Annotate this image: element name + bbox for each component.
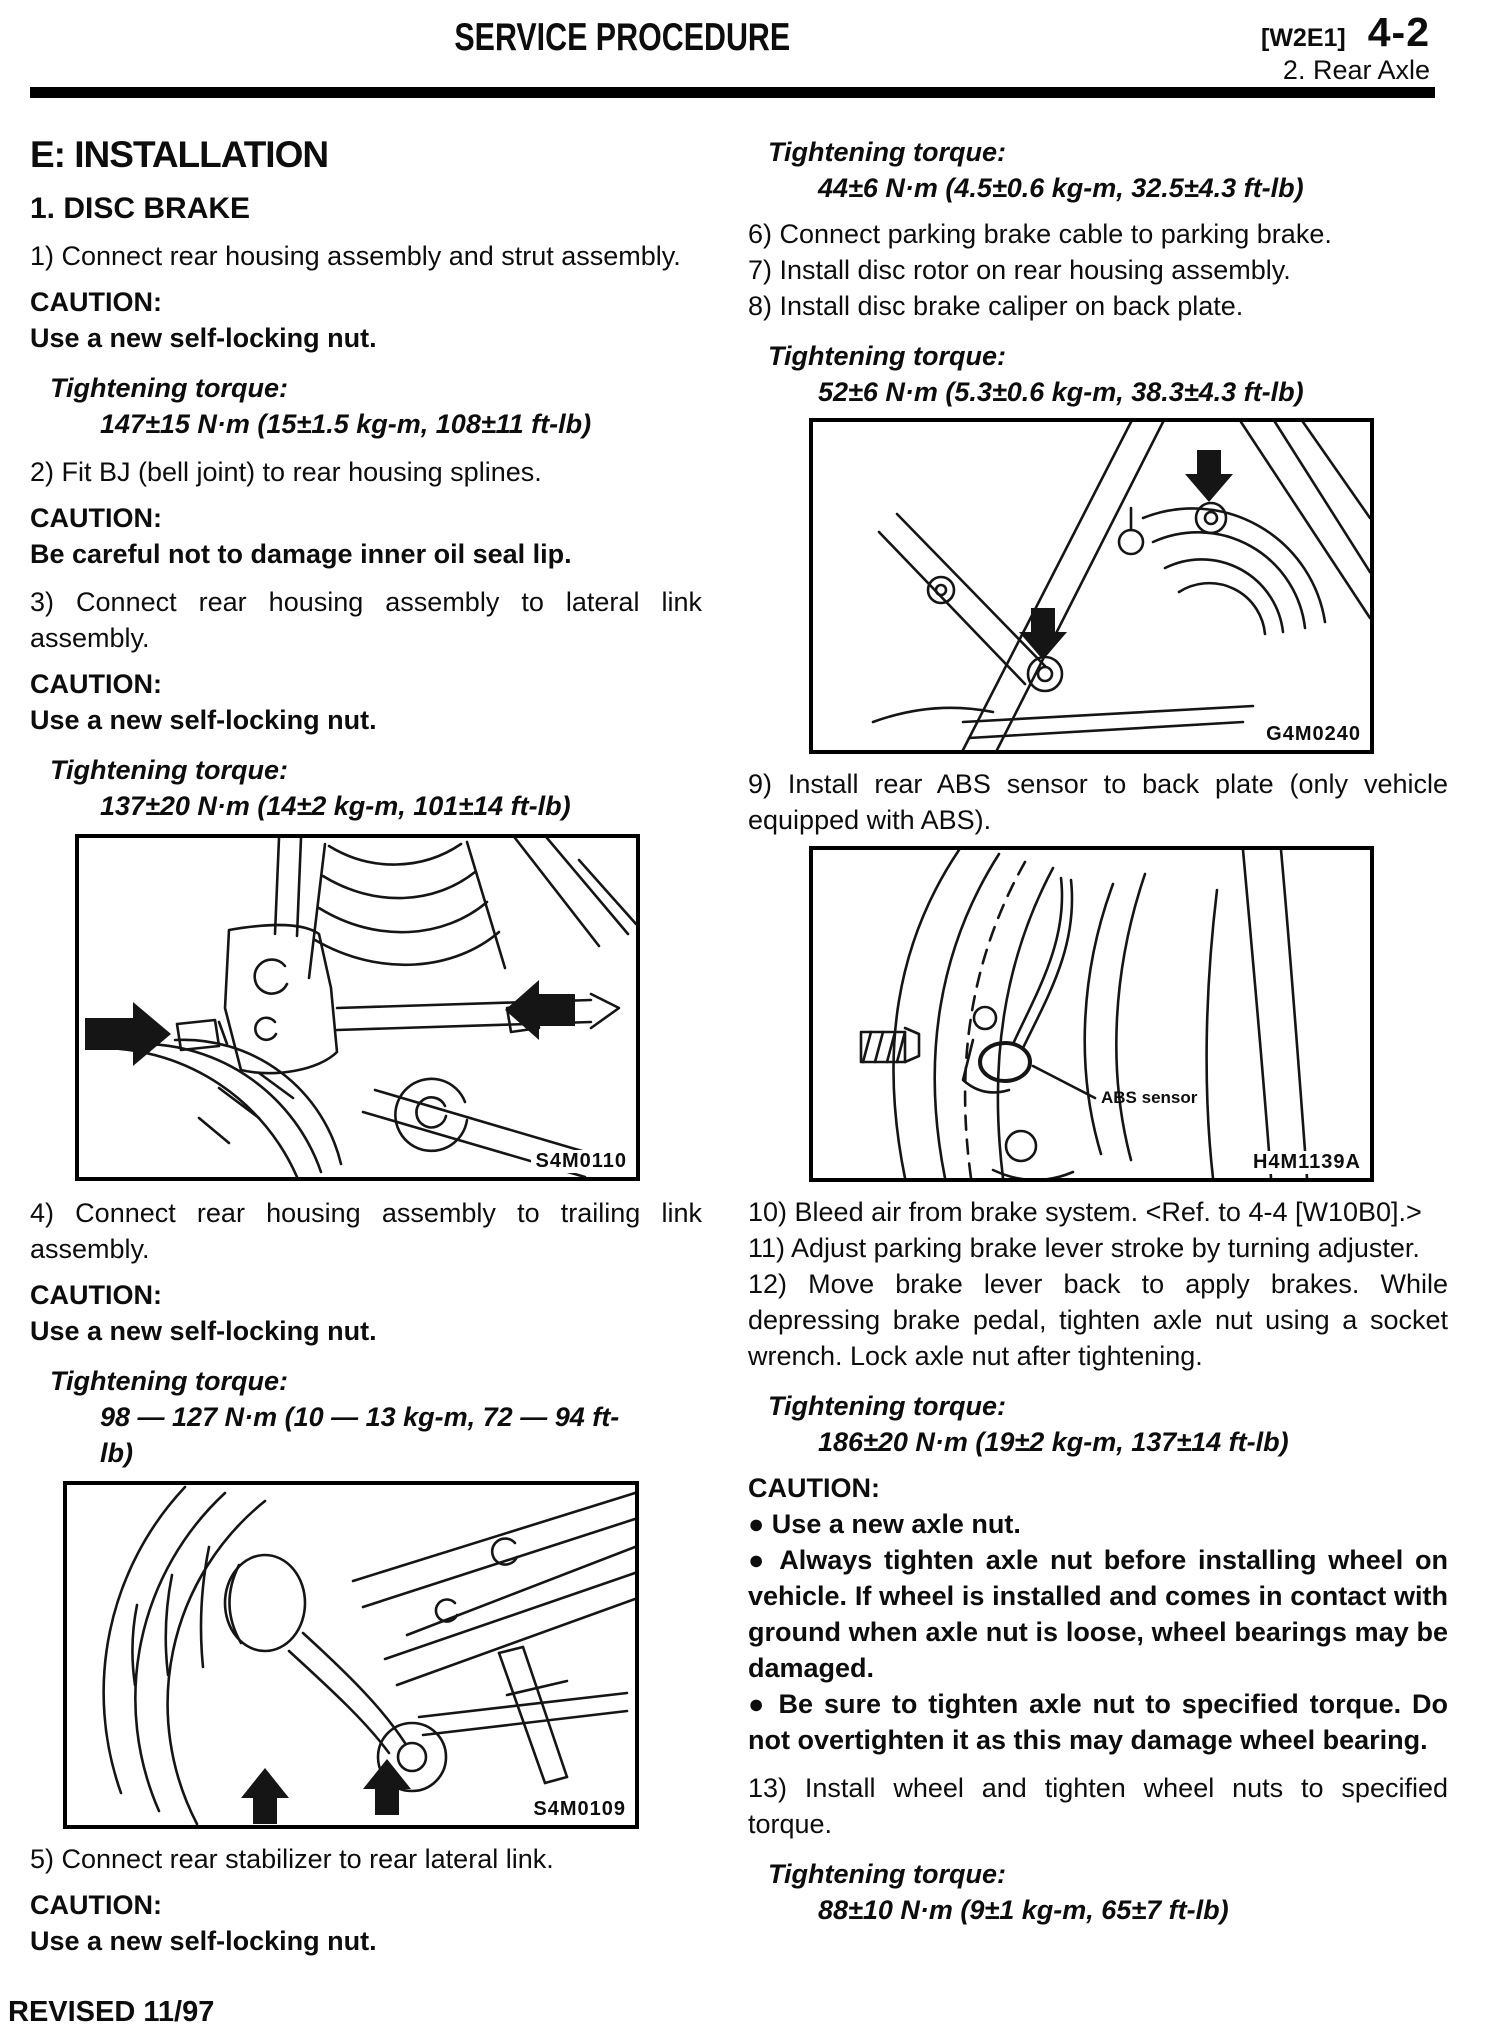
figure-code: H4M1139A xyxy=(1249,1151,1365,1174)
torque-spec xyxy=(30,370,702,442)
page-title-text: SERVICE PROCEDURE xyxy=(454,16,791,59)
figure-abs-sensor-drawing xyxy=(813,850,1370,1178)
page-number: 4-2 xyxy=(1367,9,1430,55)
step-group xyxy=(748,1194,1448,1374)
caution-block xyxy=(30,500,702,572)
caution-bullet: ● Always tighten axle nut before installing wheel on vehicle. If wheel is installed and comes in contact with ground when axle nut is loose, wheel bearings may be damaged. xyxy=(748,1545,1448,1683)
caution-label: CAUTION: xyxy=(30,669,162,699)
step-3: 3) Connect rear housing assembly to lateral link assembly. xyxy=(30,587,702,653)
torque-label: Tightening torque: xyxy=(50,1366,288,1396)
step-7: 7) Install disc rotor on rear housing assembly. xyxy=(748,255,1291,285)
torque-label: Tightening torque: xyxy=(768,1859,1006,1889)
figure-disc-brake-caliper-drawing xyxy=(813,422,1370,750)
header-rule xyxy=(30,87,1435,98)
torque-label: Tightening torque: xyxy=(768,341,1006,371)
caution-text: Use a new self-locking nut. xyxy=(30,705,377,735)
step-1: 1) Connect rear housing assembly and strut assembly. xyxy=(30,241,681,271)
caution-label: CAUTION: xyxy=(30,287,162,317)
torque-value: 52±6 N·m (5.3±0.6 kg-m, 38.3±4.3 ft-lb) xyxy=(818,377,1304,407)
torque-value: 44±6 N·m (4.5±0.6 kg-m, 32.5±4.3 ft-lb) xyxy=(818,173,1304,203)
step-4: 4) Connect rear housing assembly to trailing link assembly. xyxy=(30,1198,702,1264)
left-column xyxy=(30,134,702,1959)
caution-block xyxy=(30,284,702,356)
step-6: 6) Connect parking brake cable to parking brake. xyxy=(748,219,1332,249)
figure-code: G4M0240 xyxy=(1262,723,1365,746)
torque-spec xyxy=(30,752,702,824)
revision-note: REVISED 11/97 xyxy=(8,1996,215,2028)
section-code: [W2E1] xyxy=(1261,24,1346,52)
abs-sensor-callout: ABS sensor xyxy=(1101,1088,1198,1107)
step-5: 5) Connect rear stabilizer to rear lateral link. xyxy=(30,1844,554,1874)
torque-value: 147±15 N·m (15±1.5 kg-m, 108±11 ft-lb) xyxy=(100,409,592,439)
caution-bullet: ● Be sure to tighten axle nut to specified torque. Do not overtighten it as this may damage wheel bearing. xyxy=(748,1689,1448,1755)
caution-block xyxy=(30,1887,702,1959)
caution-block xyxy=(748,1470,1448,1506)
caution-block xyxy=(30,1277,702,1349)
caution-label: CAUTION: xyxy=(30,1890,162,1920)
figure-strut-lateral-link-drawing xyxy=(79,838,636,1177)
torque-label: Tightening torque: xyxy=(50,373,288,403)
torque-spec xyxy=(748,1856,1448,1928)
right-column xyxy=(748,134,1448,1928)
torque-value: 88±10 N·m (9±1 kg-m, 65±7 ft-lb) xyxy=(818,1895,1229,1925)
figure-strut-lateral-link xyxy=(75,834,640,1181)
step-11: 11) Adjust parking brake lever stroke by turning adjuster. xyxy=(748,1233,1420,1263)
page-title xyxy=(350,16,895,60)
torque-label: Tightening torque: xyxy=(768,1391,1006,1421)
torque-label: Tightening torque: xyxy=(50,755,288,785)
caution-text: Use a new self-locking nut. xyxy=(30,1316,377,1346)
chapter-label: 2. Rear Axle xyxy=(1282,55,1430,85)
figure-code: S4M0110 xyxy=(531,1150,631,1173)
subsection-heading: 1. DISC BRAKE xyxy=(30,192,251,225)
step-12: 12) Move brake lever back to apply brakes. While depressing brake pedal, tighten axle nut using a socket wrench. Lock axle nut after tightening. xyxy=(748,1269,1448,1371)
caution-text: Be careful not to damage inner oil seal lip. xyxy=(30,539,572,569)
torque-value: 137±20 N·m (14±2 kg-m, 101±14 ft-lb) xyxy=(100,791,571,821)
header-page-info xyxy=(1261,9,1430,85)
caution-block xyxy=(30,666,702,738)
figure-rear-stabilizer-drawing xyxy=(67,1485,635,1825)
torque-spec xyxy=(30,1363,702,1471)
torque-value: 98 — 127 N·m (10 — 13 kg-m, 72 — 94 ft-lb) xyxy=(100,1402,620,1468)
step-13: 13) Install wheel and tighten wheel nuts to specified torque. xyxy=(748,1773,1448,1839)
caution-label: CAUTION: xyxy=(30,1280,162,1310)
caution-label: CAUTION: xyxy=(748,1473,880,1503)
step-10: 10) Bleed air from brake system. <Ref. to 4-4 [W10B0].> xyxy=(748,1197,1422,1227)
step-9: 9) Install rear ABS sensor to back plate (only vehicle equipped with ABS). xyxy=(748,769,1448,835)
torque-spec xyxy=(748,1388,1448,1460)
figure-rear-stabilizer xyxy=(63,1481,639,1829)
torque-spec xyxy=(748,338,1448,410)
torque-label: Tightening torque: xyxy=(768,137,1006,167)
torque-value: 186±20 N·m (19±2 kg-m, 137±14 ft-lb) xyxy=(818,1427,1289,1457)
step-group xyxy=(748,216,1448,324)
caution-label: CAUTION: xyxy=(30,503,162,533)
figure-disc-brake-caliper xyxy=(809,418,1374,754)
caution-text: Use a new self-locking nut. xyxy=(30,1926,377,1956)
step-8: 8) Install disc brake caliper on back plate. xyxy=(748,291,1244,321)
section-heading: E: INSTALLATION xyxy=(30,134,329,175)
figure-code: S4M0109 xyxy=(529,1798,630,1821)
caution-bullet: ● Use a new axle nut. xyxy=(748,1509,1021,1539)
torque-spec xyxy=(748,134,1448,206)
step-2: 2) Fit BJ (bell joint) to rear housing splines. xyxy=(30,457,542,487)
caution-text: Use a new self-locking nut. xyxy=(30,323,377,353)
figure-abs-sensor xyxy=(809,846,1374,1182)
